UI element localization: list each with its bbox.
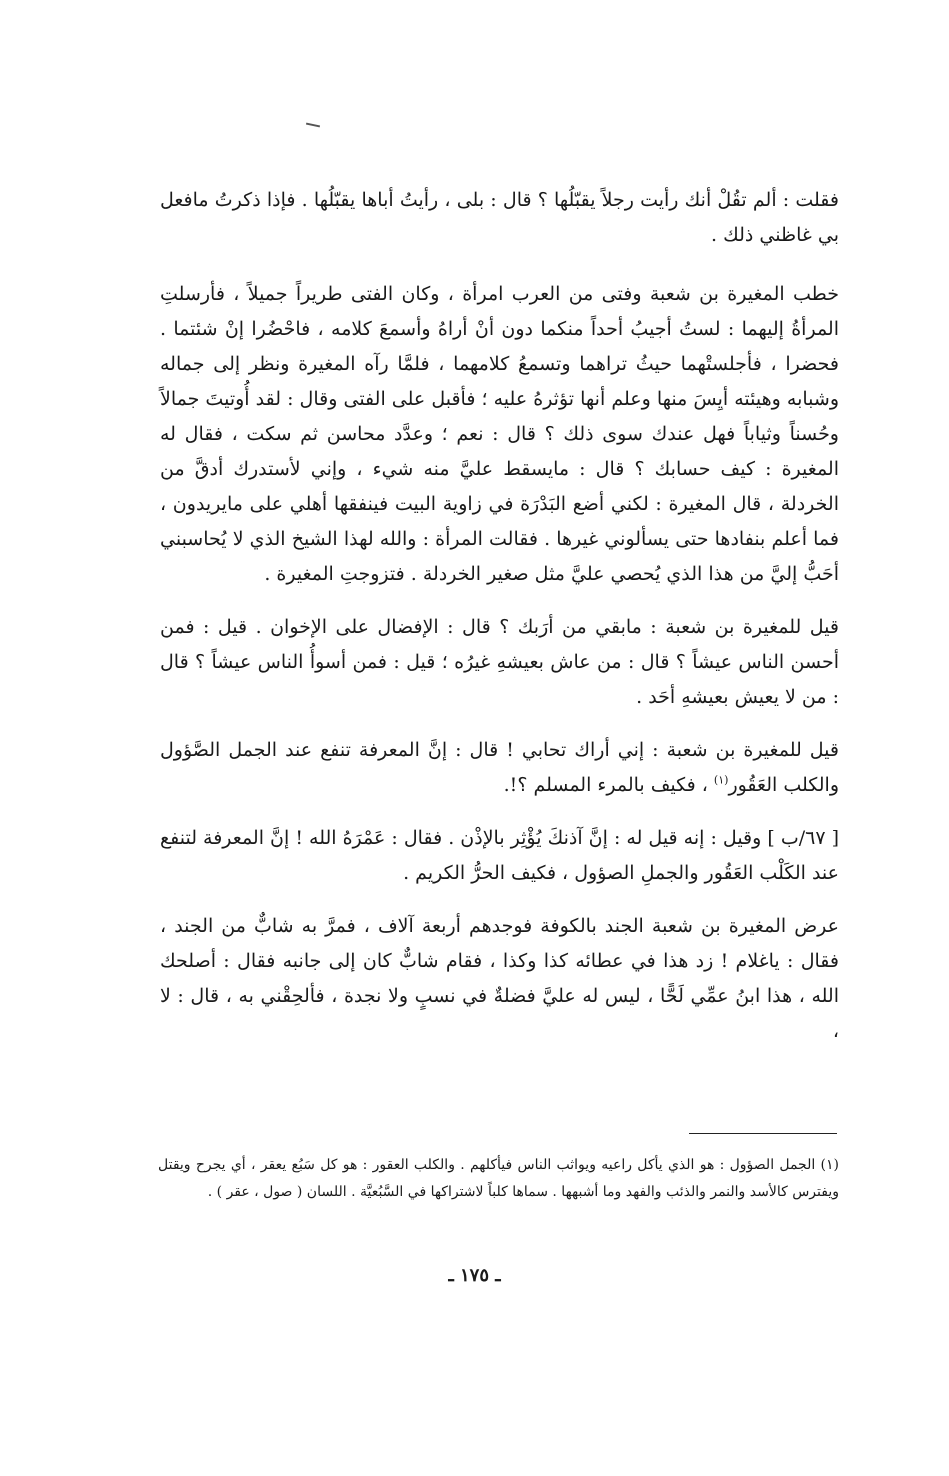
paragraph-3: قيل للمغيرة بن شعبة : مابقي من أرَبك ؟ قال : الإفضال على الإخوان . قيل : فمن أحسن الناس عيشاً ؟ قال : من عاش بعيشهِ غيرُه ؛ قيل : فمن أسوأُ الناس عيشاً ؟ قال : من لا يعيش بعيشهِ أحَد . (160, 616, 839, 708)
paragraph-4-tail: ، فكيف بالمرء المسلم ؟!. (503, 774, 714, 796)
stray-ink-mark (306, 123, 320, 128)
paragraph-1: فقلت : ألم تقُلْ أنك رأيت رجلاً يقبّلُها ؟ قال : بلى ، رأيتُ أباها يقبّلُها . فإذا ذكرتُ مافعل بي غاظني ذلك . (160, 189, 839, 246)
footnote-marker: (١) (713, 773, 729, 787)
footnote-separator (689, 1133, 837, 1134)
paragraph-5: [ ٦٧/ب ] وقيل : إنه قيل له : إنَّ آذنكَ يُؤْثِر بالإذْن . فقال : عَمْرَهُ الله ! إنَّ المعرفة لتنفع عند الكَلْب العَقُور والجملِ الصؤول ، فكيف الحرُّ الكريم . (160, 827, 840, 884)
paragraph-2: خطب المغيرة بن شعبة وفتى من العرب امرأة ، وكان الفتى طريراً جميلاً ، فأرسلتِ المرأةُ إليهما : لستُ أجيبُ أحداً منكما دون أنْ أراهُ وأسمعَ كلامه ، فاحْضُرا إنْ شئتما . فحضرا ، فأجلستْهما حيثُ تراهما وتسمعُ كلامهما ، فلمَّا رآه المغيرة ونظر إلى جماله وشبابه وهيئته أيِسَ منها وعلم أنها تؤثرهُ عليه ؛ فأقبل على الفتى وقال : لقد أُوتيتَ جمالاً وحُسناً وثياباً فهل عندك سوى ذلك ؟ قال : نعم ؛ وعدَّد محاسن ثم سكت ، فقال له المغيرة : كيف حسابك ؟ قال : مايسقط عليَّ منه شيء ، وإني لأستدرك أدقَّ من الخردلة ، قال المغيرة : لكني أضع البَدْرَة في زاوية البيت فينفقها أهلي على مايريدون ، فما أعلم بنفادها حتى يسألوني غيرها . فقالت المرأة : والله لهذا الشيخ الذي لا يُحاسبني أحَبُّ إليَّ من هذا الذي يُحصي عليَّ مثل صغير الخردلة . فتزوجتِ المغيرة . (160, 283, 839, 585)
main-text (160, 183, 839, 1067)
paragraph-6: عرض المغيرة بن شعبة الجند بالكوفة فوجدهم أربعة آلاف ، فمرَّ به شابٌّ من الجند ، فقال : ياغلام ! زد هذا في عطائه كذا وكذا ، فقام شابٌّ كان إلى جانبه فقال : أصلحك الله ، هذا ابنُ عمِّي لَحًّا ، ليس له عليَّ فضلةٌ في نسبٍ ولا نجدة ، فألحِقْني به ، قال : لا ، (160, 915, 839, 1042)
paragraph-4-text: قيل للمغيرة بن شعبة : إني أراك تحابي ! قال : إنَّ المعرفة تنفع عند الجمل الصَّؤول والكلب العَقُور (160, 739, 839, 796)
footnote: (١) الجمل الصؤول : هو الذي يأكل راعيه ويواثب الناس فيأكلهم . والكلب العقور : هو كل سَبُع يعقر ، أي يجرح ويقتل ويفترس كالأسد والنمر والذئب والفهد وما أشبهها . سماها كلباً لاشتراكها في السَّبُعيَّة . اللسان ( صول ، عقر ) . (158, 1157, 839, 1200)
paragraph-4 (160, 733, 839, 803)
page-number: ـ ١٧٥ ـ (448, 1265, 501, 1286)
